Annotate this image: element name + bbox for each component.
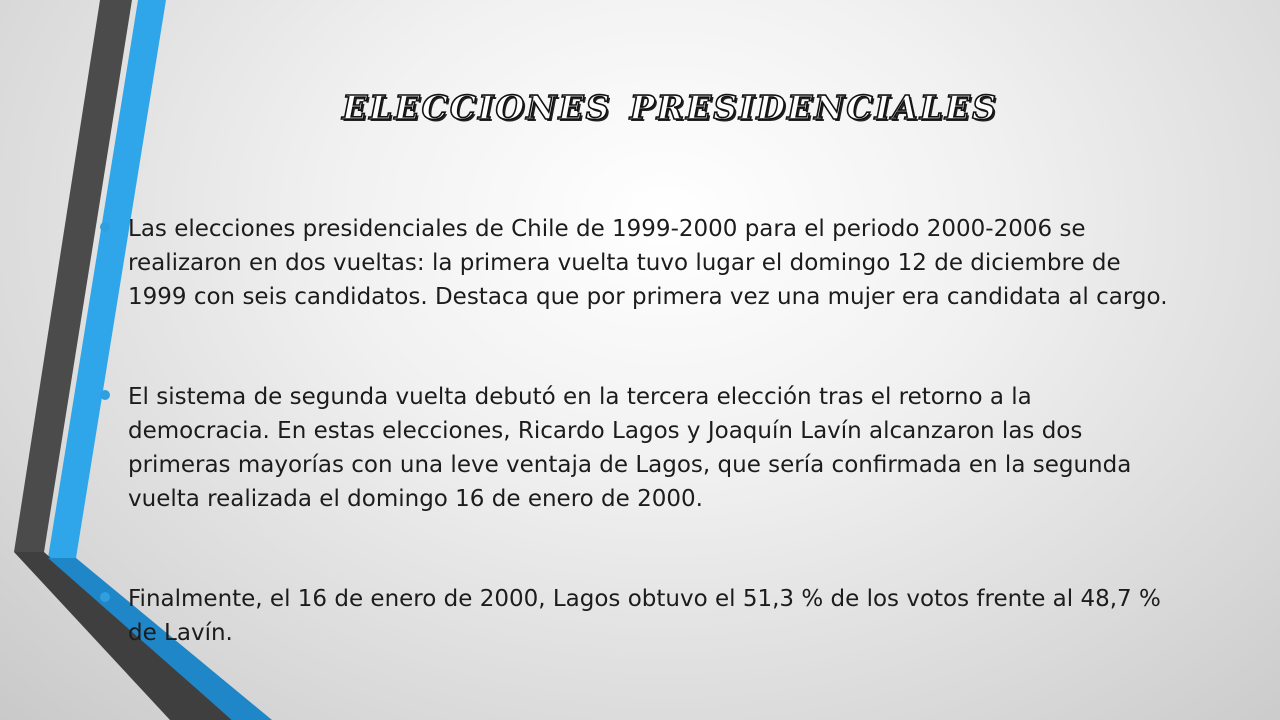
bullet-dot-icon (100, 390, 110, 400)
bullet-text: Finalmente, el 16 de enero de 2000, Lagos obtuvo el 51,3 % de los votos frente al 48,7 % de Lavín. (128, 586, 1161, 646)
bullet-text: Las elecciones presidenciales de Chile de 1999-2000 para el periodo 2000-2006 se realizaron en dos vueltas: la primera vuelta tuvo lugar el domingo 12 de diciembre de 1999 con seis candidatos. Destaca que por primera vez una mujer era candidata al cargo. (128, 216, 1168, 310)
bullet-item (100, 212, 1180, 314)
bullet-dot-icon (100, 222, 110, 232)
bullet-item (100, 582, 1180, 650)
bullet-item (100, 380, 1180, 516)
bullet-dot-icon (100, 592, 110, 602)
slide-title: elecciones presidenciales (342, 76, 998, 131)
bullet-list (100, 212, 1180, 650)
bullet-text: El sistema de segunda vuelta debutó en la tercera elección tras el retorno a la democracia. En estas elecciones, Ricardo Lagos y Joaquín Lavín alcanzaron las dos primeras mayorías con una leve ventaja de Lagos, que sería confirmada en la segunda vuelta realizada el domingo 16 de enero de 2000. (128, 384, 1132, 512)
